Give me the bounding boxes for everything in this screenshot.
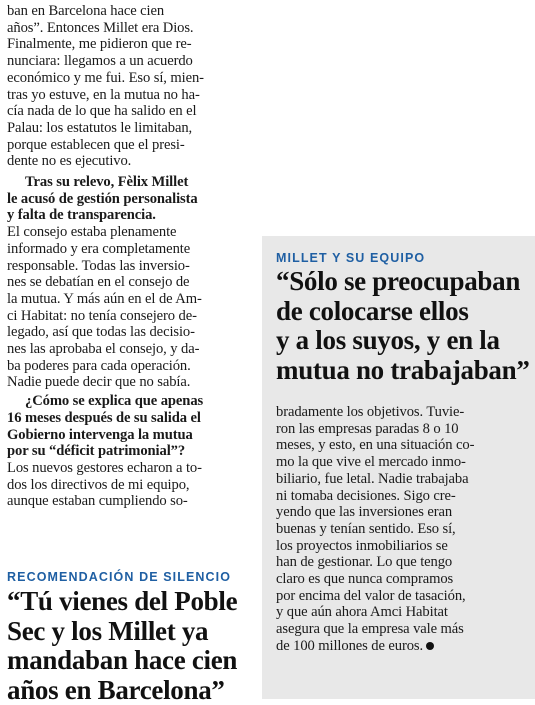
text-line: ci Habitat: no tenía consejero de- xyxy=(7,308,250,325)
text-line: Los nuevos gestores echaron a to- xyxy=(7,460,250,477)
text-line: ba poderes para cada operación. xyxy=(7,358,250,375)
text-line: los proyectos inmobiliarios se xyxy=(276,538,530,555)
text-line: han de gestionar. Lo que tengo xyxy=(276,554,530,571)
end-of-article-bullet-icon xyxy=(426,642,434,650)
text-line: informado y era completamente xyxy=(7,241,250,258)
headline-line: años en Barcelona” xyxy=(7,676,253,705)
left-section-kicker: RECOMENDACIÓN DE SILENCIO xyxy=(7,570,231,584)
text-line: años”. Entonces Millet era Dios. xyxy=(7,20,250,37)
text-line: cía nada de lo que ha salido en el xyxy=(7,103,250,120)
question-line: Tras su relevo, Fèlix Millet xyxy=(7,174,250,191)
paragraph-2 xyxy=(7,224,250,391)
question-line: Gobierno intervenga la mutua xyxy=(7,427,250,444)
text-line: ron las empresas paradas 8 o 10 xyxy=(276,421,530,438)
text-line: y que aún ahora Amci Habitat xyxy=(276,604,530,621)
text-line: El consejo estaba plenamente xyxy=(7,224,250,241)
text-line: buenas y tenían sentido. Eso sí, xyxy=(276,521,530,538)
question-line: le acusó de gestión personalista xyxy=(7,191,250,208)
final-text: de 100 millones de euros. xyxy=(276,638,423,654)
text-line: porque establecen que el presi- xyxy=(7,137,250,154)
text-line: claro es que nunca compramos xyxy=(276,571,530,588)
left-article-body xyxy=(7,3,250,510)
text-line: económico y me fui. Eso sí, mien- xyxy=(7,70,250,87)
text-line: bradamente los objetivos. Tuvie- xyxy=(276,404,530,421)
text-line: dos los directivos de mi equipo, xyxy=(7,477,250,494)
text-line: ni tomaba decisiones. Sigo cre- xyxy=(276,488,530,505)
paragraph-1 xyxy=(7,3,250,170)
text-line: la mutua. Y más aún en el de Am- xyxy=(7,291,250,308)
text-line: Palau: los estatutos le limitaban, xyxy=(7,120,250,137)
right-section-kicker: MILLET Y SU EQUIPO xyxy=(276,251,425,265)
text-line: aunque estaban cumpliendo so- xyxy=(7,493,250,510)
headline-line: Sec y los Millet ya xyxy=(7,617,253,647)
question-line: 16 meses después de su salida el xyxy=(7,410,250,427)
text-line: nes se debatían en el consejo de xyxy=(7,274,250,291)
right-pull-quote-headline xyxy=(276,267,534,385)
text-line: nunciara: llegamos a un acuerdo xyxy=(7,53,250,70)
text-line: tras yo estuve, en la mutua no ha- xyxy=(7,87,250,104)
interview-question-2 xyxy=(7,393,250,460)
question-line: por su “déficit patrimonial”? xyxy=(7,443,250,460)
text-line: mo la que vive el mercado inmo- xyxy=(276,454,530,471)
headline-line: y a los suyos, y en la xyxy=(276,326,534,356)
right-column-top-whitespace xyxy=(262,0,535,236)
text-line: responsable. Todas las inversio- xyxy=(7,258,250,275)
interview-question-1 xyxy=(7,174,250,224)
headline-line: mutua no trabajaban” xyxy=(276,356,534,386)
right-article-body xyxy=(276,404,530,655)
final-text-line xyxy=(276,638,530,655)
paragraph-3 xyxy=(7,460,250,510)
headline-line: mandaban hace cien xyxy=(7,646,253,676)
headline-line: de colocarse ellos xyxy=(276,297,534,327)
headline-line: “Sólo se preocupaban xyxy=(276,267,534,297)
text-line: asegura que la empresa vale más xyxy=(276,621,530,638)
left-pull-quote-headline xyxy=(7,587,253,705)
text-line: biliario, fue letal. Nadie trabajaba xyxy=(276,471,530,488)
text-line: Finalmente, me pidieron que re- xyxy=(7,36,250,53)
question-line: y falta de transparencia. xyxy=(7,207,250,224)
text-line: legado, así que todas las decisio- xyxy=(7,324,250,341)
text-line: nes las aprobaba el consejo, y da- xyxy=(7,341,250,358)
text-line: ban en Barcelona hace cien xyxy=(7,3,250,20)
text-line: yendo que las inversiones eran xyxy=(276,504,530,521)
headline-line: “Tú vienes del Poble xyxy=(7,587,253,617)
text-line: por encima del valor de tasación, xyxy=(276,588,530,605)
text-line: dente no es ejecutivo. xyxy=(7,153,250,170)
text-line: meses, y esto, en una situación co- xyxy=(276,437,530,454)
text-line: Nadie puede decir que no sabía. xyxy=(7,374,250,391)
question-line: ¿Cómo se explica que apenas xyxy=(7,393,250,410)
